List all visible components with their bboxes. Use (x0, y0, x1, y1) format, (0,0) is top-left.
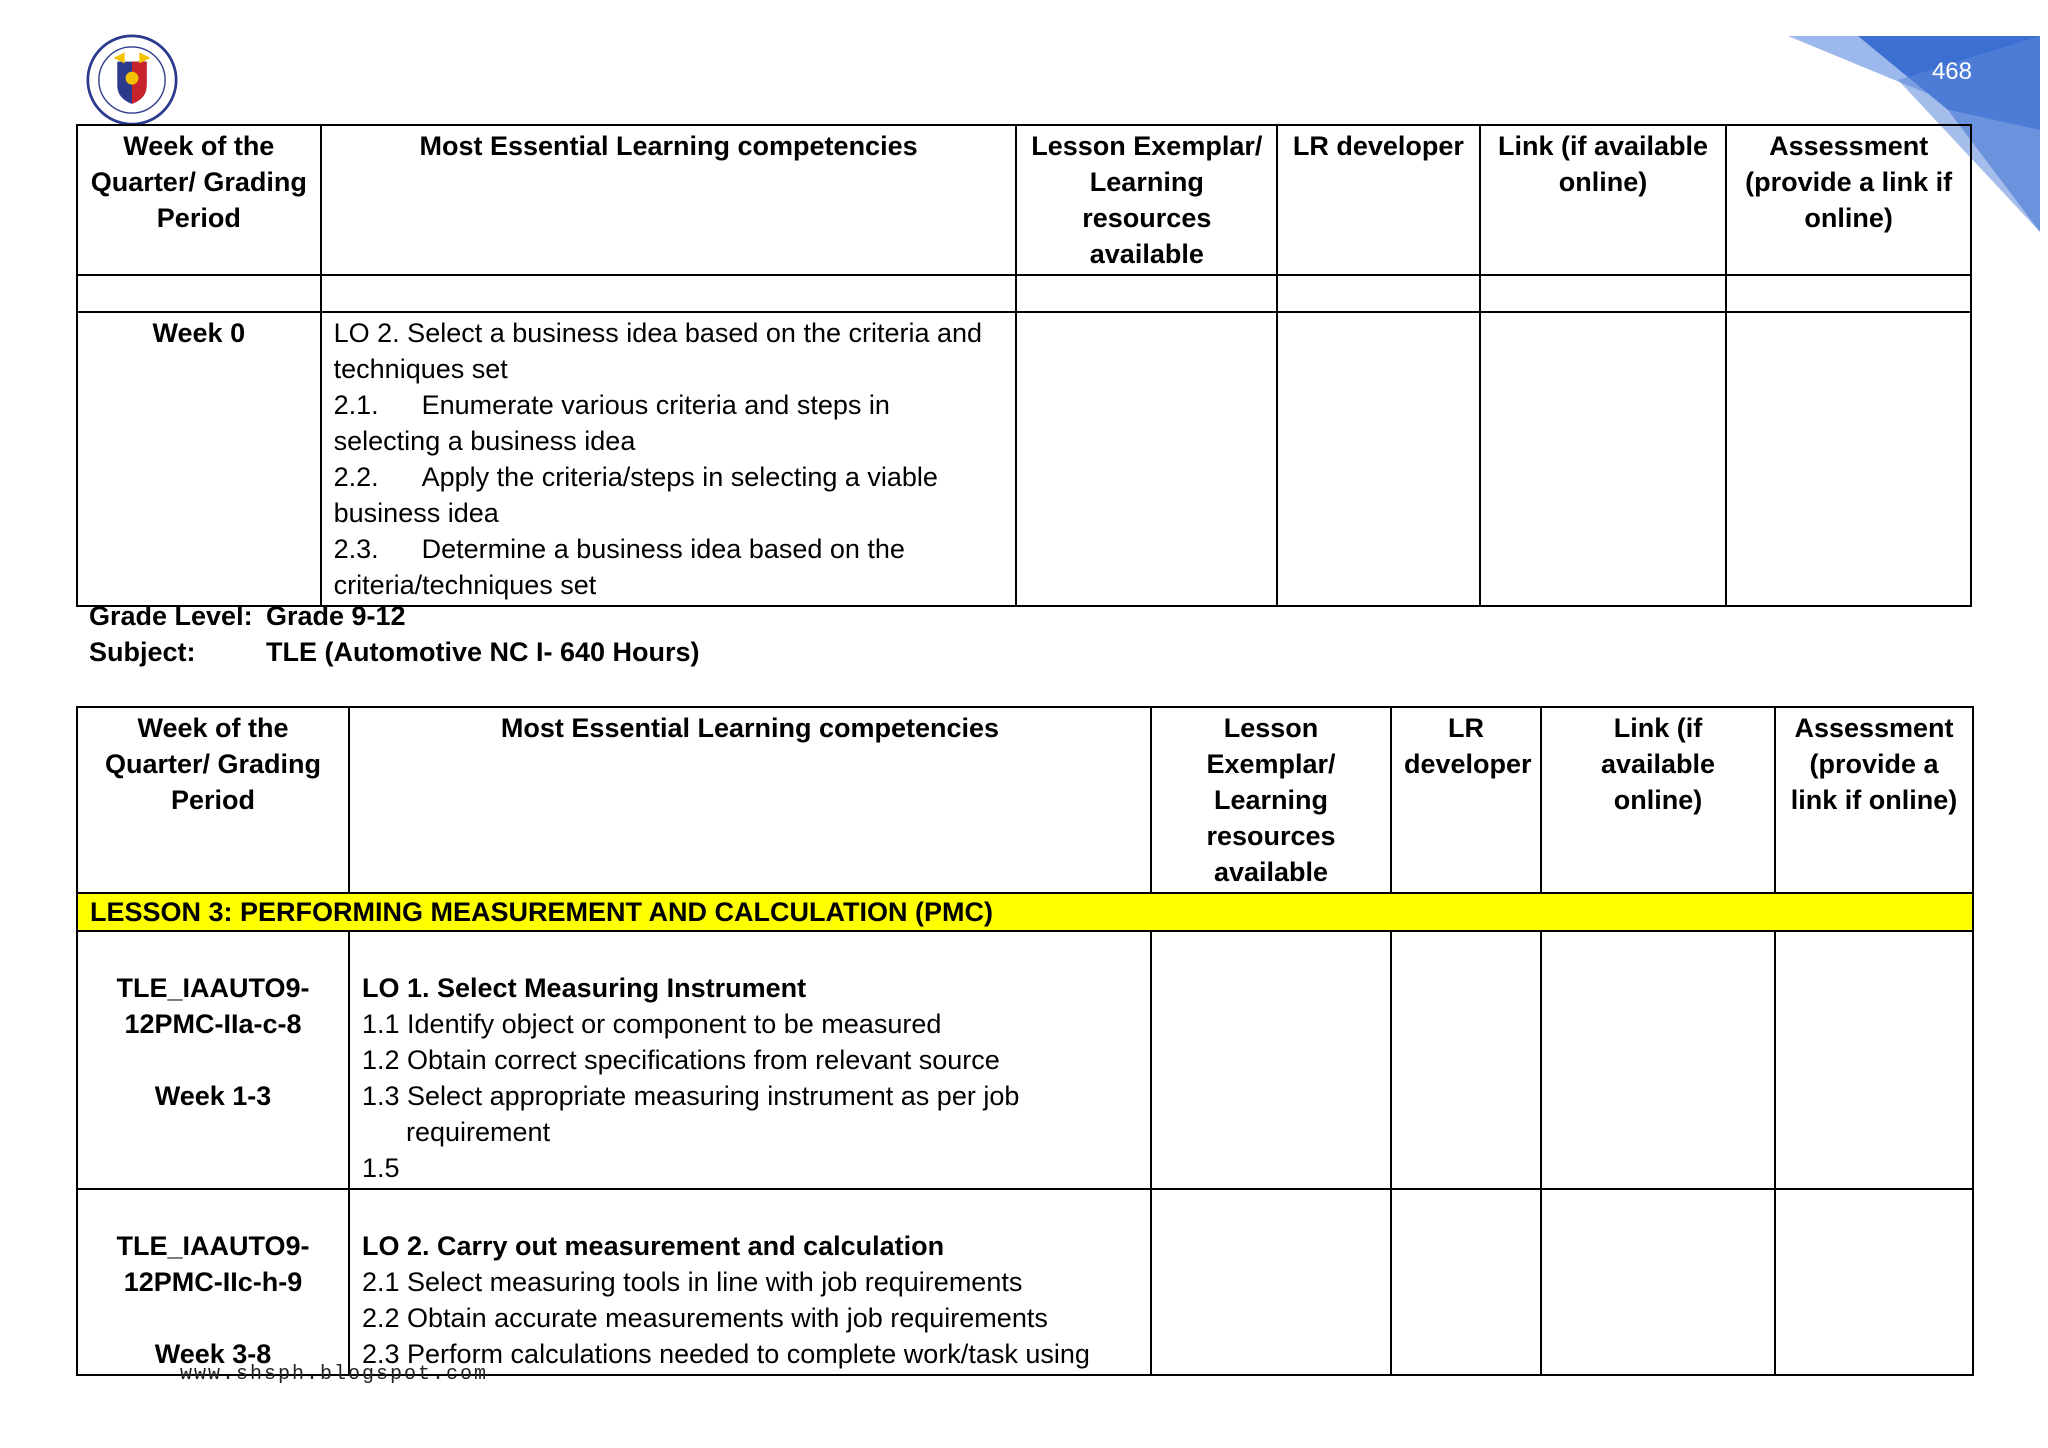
competency-item: 2.3 Perform calculations needed to complete work/task using (362, 1339, 1090, 1369)
header-lr-developer: LR developer (1277, 125, 1480, 275)
deped-seal-logo (86, 34, 178, 126)
competency-table-1 (76, 124, 1972, 607)
competency-item: requirement (406, 1117, 551, 1147)
code-week-cell: TLE_IAAUTO9- 12PMC-IIa-c-8 Week 1-3 (77, 931, 349, 1189)
code-week-cell: TLE_IAAUTO9- 12PMC-IIc-h-9 Week 3-8 (77, 1189, 349, 1375)
lesson-title-row (77, 893, 1973, 931)
header-week: Week of the Quarter/ Grading Period (77, 125, 321, 275)
header-assessment: Assessment (provide a link if online) (1726, 125, 1971, 275)
lesson-title: LESSON 3: PERFORMING MEASUREMENT AND CALCULATION (PMC) (77, 893, 1973, 931)
competency-cell (349, 1189, 1151, 1375)
footer-url: www.shsph.blogspot.com (180, 1363, 489, 1386)
week-cell: Week 0 (77, 312, 321, 606)
header-link: Link (if available online) (1541, 707, 1775, 893)
header-melc: Most Essential Learning competencies (349, 707, 1151, 893)
competency-table-2 (76, 706, 1974, 1376)
grade-subject-info (89, 598, 700, 670)
header-lesson-exemplar: Lesson Exemplar/ Learning resources available (1151, 707, 1391, 893)
competency-cell (349, 931, 1151, 1189)
page-number: 468 (1931, 58, 1972, 85)
competency-item: 1.2 Obtain correct specifications from relevant source (362, 1045, 1000, 1075)
lo-title: LO 2. Select a business idea based on the criteria and techniques set (333, 318, 983, 384)
competency-item: 1.5 (362, 1153, 400, 1183)
table-header-row (77, 125, 1971, 275)
header-lr-developer: LR developer (1391, 707, 1541, 893)
header-melc: Most Essential Learning competencies (321, 125, 1017, 275)
competency-item: 2.1. Enumerate various criteria and steps in selecting a business idea (333, 390, 890, 456)
competency-item: 1.3 Select appropriate measuring instrument as per job (362, 1081, 1020, 1111)
competency-item: 2.2 Obtain accurate measurements with job requirements (362, 1303, 1048, 1333)
header-assessment: Assessment (provide a link if online) (1775, 707, 1973, 893)
table-row (77, 1189, 1973, 1375)
header-lesson-exemplar: Lesson Exemplar/ Learning resources available (1016, 125, 1277, 275)
table-row (77, 312, 1971, 606)
grade-level-line: Grade Level: Grade 9-12 (89, 601, 406, 631)
competency-item: 2.1 Select measuring tools in line with job requirements (362, 1267, 1023, 1297)
header-link: Link (if available online) (1480, 125, 1727, 275)
table-header-row (77, 707, 1973, 893)
lo-title: LO 1. Select Measuring Instrument (362, 973, 807, 1003)
header-week: Week of the Quarter/ Grading Period (77, 707, 349, 893)
competency-cell (321, 312, 1017, 606)
table-row (77, 931, 1973, 1189)
empty-row (77, 275, 1971, 312)
competency-item: 2.3. Determine a business idea based on the criteria/techniques set (333, 534, 905, 600)
competency-item: 2.2. Apply the criteria/steps in selecting a viable business idea (333, 462, 938, 528)
subject-line: Subject: TLE (Automotive NC I- 640 Hours) (89, 637, 700, 667)
competency-item: 1.1 Identify object or component to be measured (362, 1009, 942, 1039)
lo-title: LO 2. Carry out measurement and calculation (362, 1231, 945, 1261)
